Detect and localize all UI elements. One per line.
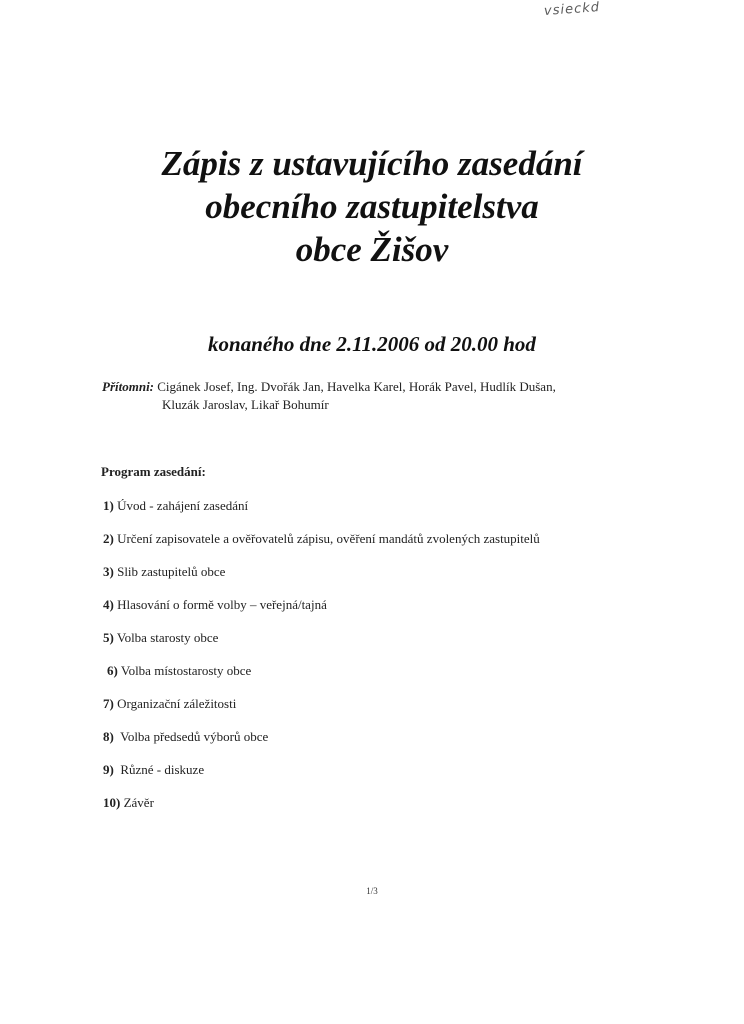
agenda-item-number: 2) [103, 531, 114, 546]
agenda-item [103, 498, 248, 514]
agenda-item-number: 7) [103, 696, 114, 711]
agenda-item [103, 630, 218, 646]
agenda-item-number: 5) [103, 630, 114, 645]
meeting-date: konaného dne 2.11.2006 od 20.00 hod [208, 332, 536, 356]
agenda-item-number: 3) [103, 564, 114, 579]
agenda-item [103, 696, 236, 712]
agenda-item-number: 4) [103, 597, 114, 612]
title-line-3: obce Žišov [295, 230, 449, 269]
agenda-item [107, 663, 251, 679]
agenda-item-text: Volba starosty obce [116, 630, 219, 645]
program-heading: Program zasedání: [101, 464, 206, 479]
title-line-2: obecního zastupitelstva [205, 187, 539, 226]
agenda-item [103, 795, 154, 811]
attendees-names-2: Kluzák Jaroslav, Likař Bohumír [162, 397, 329, 412]
agenda-item-text: Hlasování o formě volby – veřejná/tajná [117, 597, 327, 612]
agenda-item-number: 6) [107, 663, 118, 678]
agenda-item-text: Různé - diskuze [120, 762, 205, 777]
agenda-item-number: 8) [103, 729, 114, 744]
agenda-item [103, 597, 327, 613]
agenda-item-number: 1) [103, 498, 114, 513]
agenda-item-text: Volba místostarosty obce [120, 663, 252, 678]
agenda-item [103, 762, 204, 778]
agenda-item-text: Určení zapisovatele a ověřovatelů zápisu, ověření mandátů zvolených zastupitelů [117, 531, 540, 546]
agenda-item-text: Úvod - zahájení zasedání [117, 498, 249, 513]
agenda-item-number: 9) [103, 762, 114, 777]
agenda-item-text: Závěr [123, 795, 154, 810]
attendees-names-1: Cigánek Josef, Ing. Dvořák Jan, Havelka Karel, Horák Pavel, Hudlík Dušan, [157, 379, 556, 394]
attendees-label: Přítomni: [102, 379, 155, 394]
agenda-item [103, 531, 540, 547]
agenda-item-text: Organizační záležitosti [117, 696, 237, 711]
agenda-item [103, 729, 268, 745]
title-line-1: Zápis z ustavujícího zasedání [161, 144, 583, 183]
agenda-item-text: Volba předsedů výborů obce [120, 729, 269, 744]
agenda-item-number: 10) [103, 795, 121, 810]
agenda-item [103, 564, 225, 580]
page-number: 1/3 [366, 886, 378, 896]
handwritten-annotation: vsieckd [543, 0, 601, 19]
agenda-item-text: Slib zastupitelů obce [117, 564, 226, 579]
